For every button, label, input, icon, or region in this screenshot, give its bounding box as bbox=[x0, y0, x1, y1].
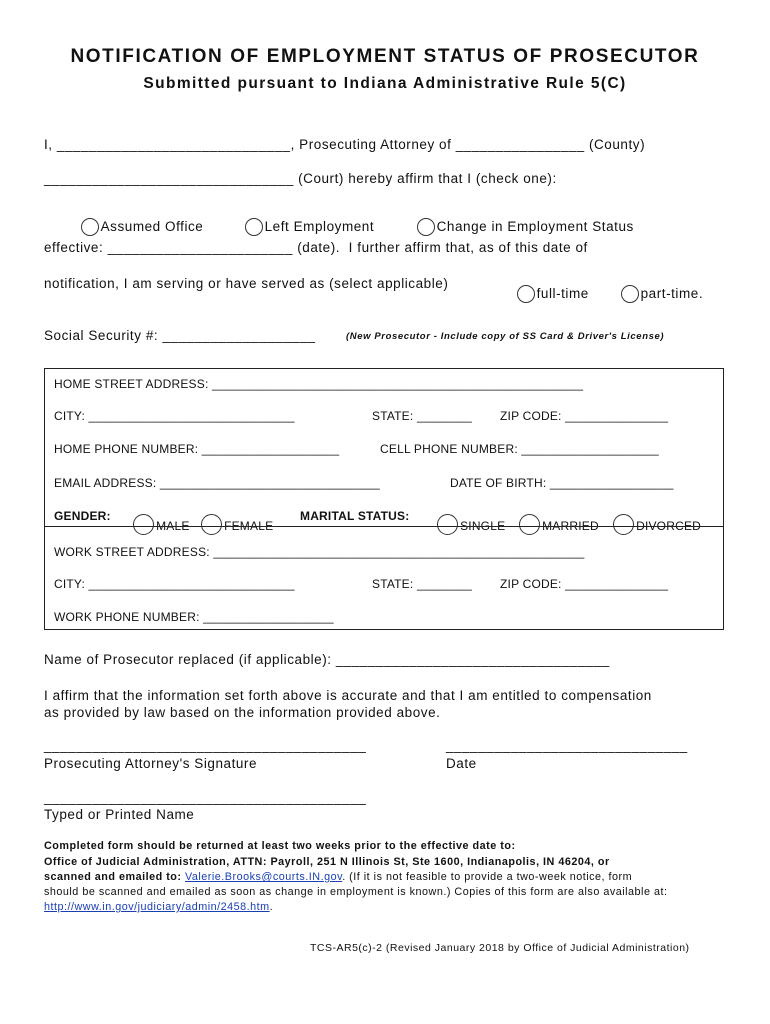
form-url-link[interactable]: http://www.in.gov/judiciary/admin/2458.htm bbox=[44, 901, 270, 913]
radio-assumed-office[interactable] bbox=[81, 218, 99, 236]
form-title: NOTIFICATION OF EMPLOYMENT STATUS OF PROSECUTOR bbox=[70, 46, 700, 67]
ssn-field[interactable]: Social Security #: ___________________ bbox=[44, 328, 316, 343]
certification-line-1: I affirm that the information set forth above is accurate and that I am entitled to compensation bbox=[44, 688, 652, 703]
option-full-time[interactable] bbox=[508, 270, 589, 303]
mailing-address: Office of Judicial Administration, ATTN: Payroll, 251 N Illinois St, Ste 1600, Indianapolis, IN 46204, or bbox=[44, 856, 610, 868]
email-field[interactable]: EMAIL ADDRESS: ________________________________ bbox=[54, 476, 380, 490]
printed-name-label: Typed or Printed Name bbox=[44, 807, 195, 822]
work-zip-field[interactable]: ZIP CODE: _______________ bbox=[500, 577, 669, 591]
email-instructions bbox=[44, 871, 632, 883]
affirm-line-2[interactable]: _______________________________ (Court) hereby affirm that I (check one): bbox=[44, 171, 557, 186]
email-instructions-text: . (If it is not feasible to provide a two-week notice, form bbox=[342, 871, 633, 883]
revision-note: TCS-AR5(c)-2 (Revised January 2018 by Office of Judicial Administration) bbox=[310, 942, 690, 954]
radio-divorced[interactable] bbox=[613, 514, 634, 535]
radio-married[interactable] bbox=[519, 514, 540, 535]
box-divider bbox=[44, 526, 724, 527]
option-left-employment[interactable] bbox=[236, 203, 374, 236]
home-city-field[interactable]: CITY: ______________________________ bbox=[54, 409, 295, 423]
option-assumed-office[interactable] bbox=[72, 203, 203, 236]
option-label: FEMALE bbox=[224, 519, 274, 533]
option-label: part-time. bbox=[640, 286, 704, 301]
option-label: Assumed Office bbox=[100, 219, 204, 234]
home-state-field[interactable]: STATE: ________ bbox=[372, 409, 472, 423]
printed-name-line[interactable]: ________________________________________ bbox=[44, 790, 367, 805]
radio-change-status[interactable] bbox=[417, 218, 435, 236]
radio-male[interactable] bbox=[133, 514, 154, 535]
signature-label: Prosecuting Attorney's Signature bbox=[44, 756, 258, 771]
form-url-line bbox=[44, 901, 273, 913]
radio-part-time[interactable] bbox=[621, 285, 639, 303]
work-phone-field[interactable]: WORK PHONE NUMBER: ___________________ bbox=[54, 610, 334, 624]
form-subtitle: Submitted pursuant to Indiana Administrative Rule 5(C) bbox=[143, 75, 627, 92]
return-instructions: Completed form should be returned at least two weeks prior to the effective date to: bbox=[44, 840, 516, 852]
work-city-field[interactable]: CITY: ______________________________ bbox=[54, 577, 295, 591]
form-url-end: . bbox=[269, 901, 274, 913]
option-label: SINGLE bbox=[460, 519, 506, 533]
date-label: Date bbox=[446, 756, 477, 771]
notification-line: notification, I am serving or have served as (select applicable) bbox=[44, 276, 449, 291]
cell-phone-field[interactable]: CELL PHONE NUMBER: ____________________ bbox=[380, 442, 659, 456]
scan-instructions: should be scanned and emailed as soon as change in employment is known.) Copies of this form are also available at: bbox=[44, 886, 668, 898]
option-female[interactable] bbox=[194, 500, 273, 535]
work-address-field[interactable]: WORK STREET ADDRESS: ______________________________________________________ bbox=[54, 545, 585, 559]
option-married[interactable] bbox=[512, 500, 599, 535]
marital-status-label: MARITAL STATUS: bbox=[300, 509, 410, 523]
home-address-field[interactable]: HOME STREET ADDRESS: ______________________________________________________ bbox=[54, 377, 584, 391]
option-label: Left Employment bbox=[264, 219, 375, 234]
option-label: MARRIED bbox=[542, 519, 599, 533]
radio-full-time[interactable] bbox=[517, 285, 535, 303]
home-phone-field[interactable]: HOME PHONE NUMBER: ____________________ bbox=[54, 442, 340, 456]
option-change-status[interactable] bbox=[408, 203, 634, 236]
option-label: full-time bbox=[536, 286, 589, 301]
option-single[interactable] bbox=[430, 500, 505, 535]
ssn-note: (New Prosecutor - Include copy of SS Card & Driver's License) bbox=[346, 331, 665, 342]
option-label: Change in Employment Status bbox=[436, 219, 634, 234]
radio-left-employment[interactable] bbox=[245, 218, 263, 236]
email-instructions-label: scanned and emailed to: bbox=[44, 871, 182, 883]
affirm-line-1[interactable]: I, _____________________________, Prosecuting Attorney of ________________ (County) bbox=[44, 137, 646, 152]
work-state-field[interactable]: STATE: ________ bbox=[372, 577, 472, 591]
effective-line[interactable]: effective: _______________________ (date). I further affirm that, as of this date of bbox=[44, 240, 588, 255]
radio-female[interactable] bbox=[201, 514, 222, 535]
option-male[interactable] bbox=[126, 500, 190, 535]
signature-line[interactable]: ________________________________________ bbox=[44, 738, 367, 753]
contact-email-link[interactable]: Valerie.Brooks@courts.IN.gov bbox=[185, 871, 343, 883]
option-label: MALE bbox=[156, 519, 190, 533]
certification-line-2: as provided by law based on the information provided above. bbox=[44, 705, 441, 720]
dob-field[interactable]: DATE OF BIRTH: __________________ bbox=[450, 476, 674, 490]
radio-single[interactable] bbox=[437, 514, 458, 535]
option-divorced[interactable] bbox=[606, 500, 701, 535]
option-label: DIVORCED bbox=[636, 519, 702, 533]
option-part-time[interactable] bbox=[612, 270, 703, 303]
gender-label: GENDER: bbox=[54, 509, 111, 523]
date-line[interactable]: ______________________________ bbox=[446, 738, 688, 753]
replaced-prosecutor-field[interactable]: Name of Prosecutor replaced (if applicable): __________________________________ bbox=[44, 652, 610, 667]
home-zip-field[interactable]: ZIP CODE: _______________ bbox=[500, 409, 669, 423]
